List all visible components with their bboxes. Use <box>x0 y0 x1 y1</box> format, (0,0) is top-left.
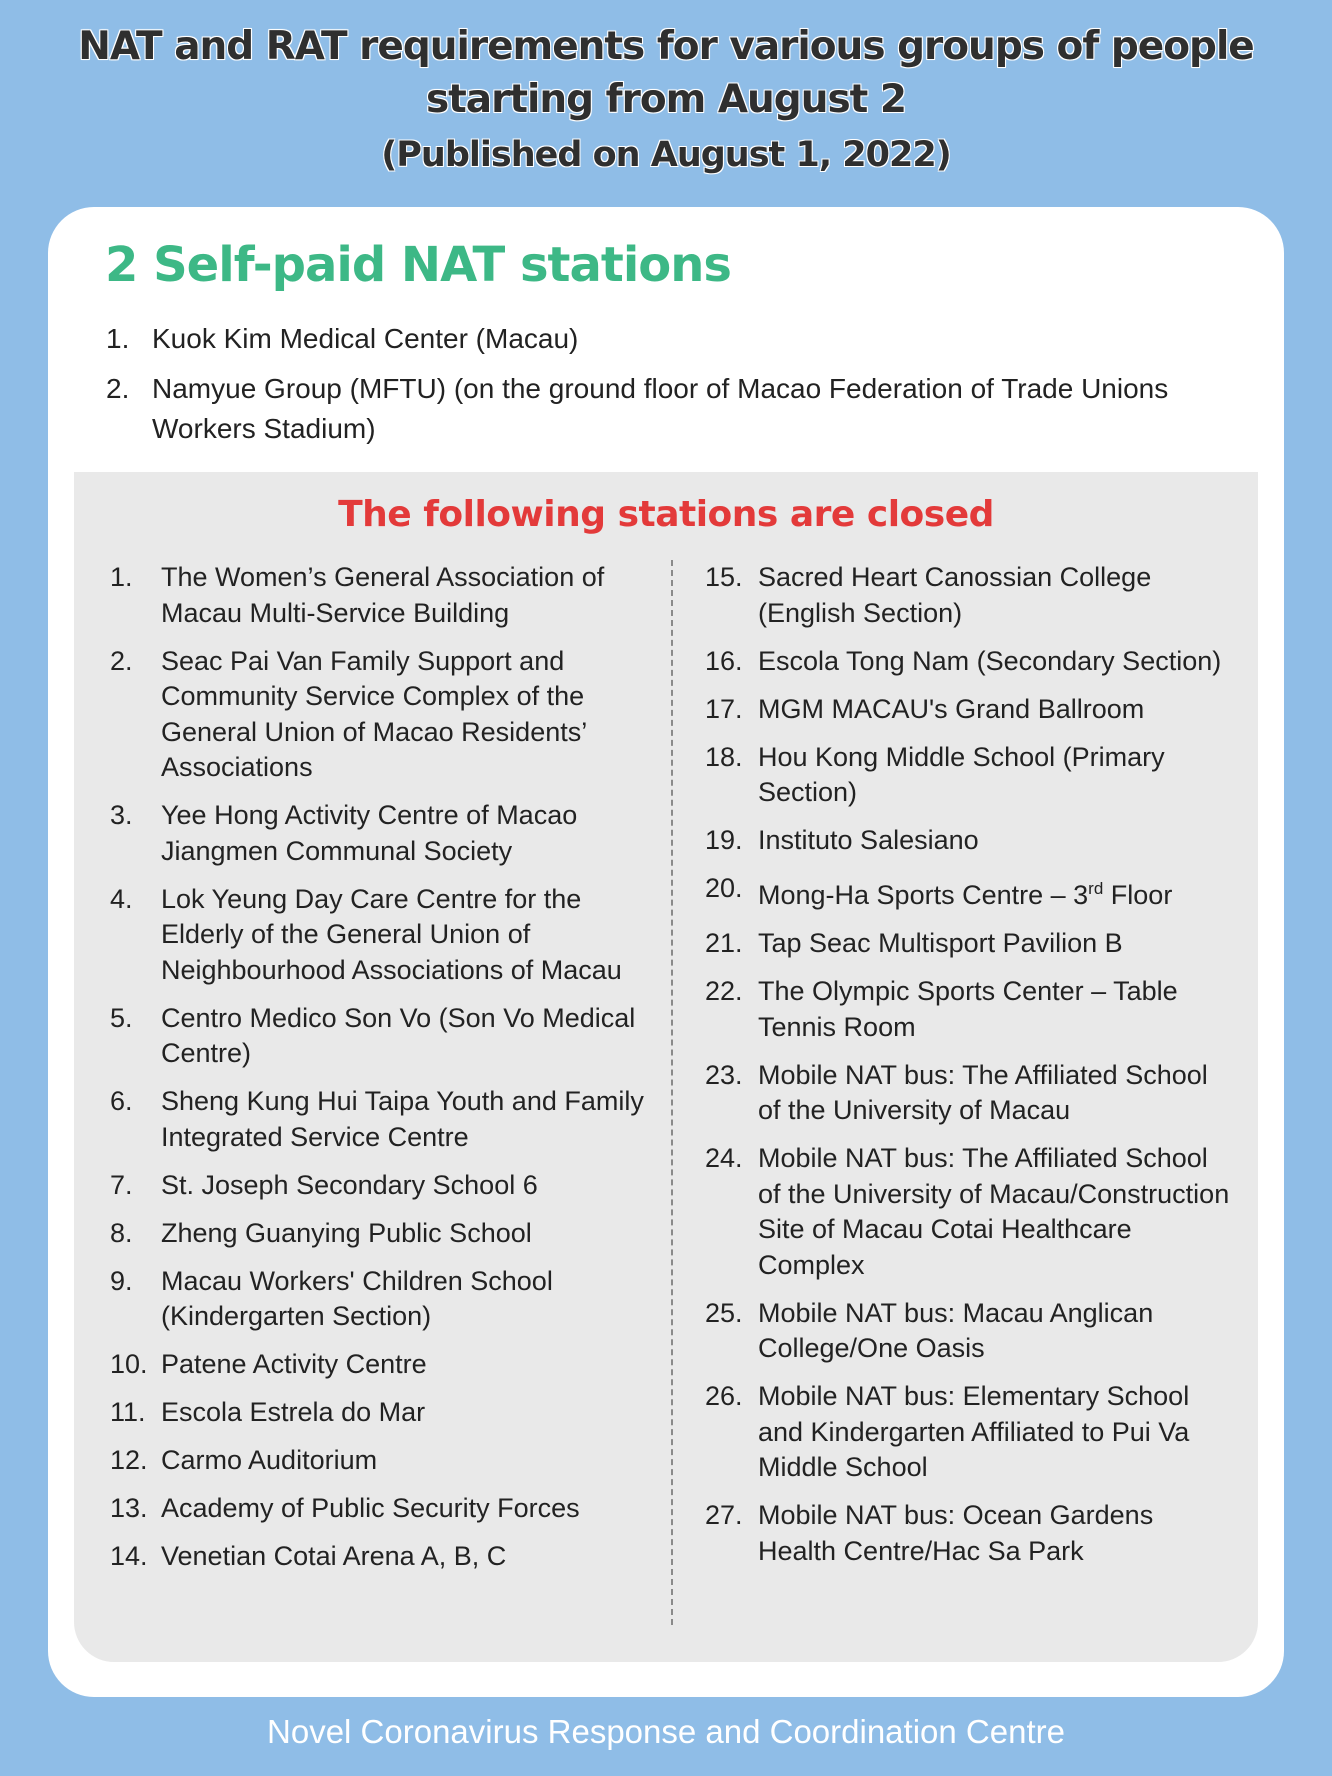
page-title-line-2: starting from August 2 <box>425 77 907 122</box>
list-item <box>110 798 650 869</box>
item-number: 10. <box>110 1349 148 1379</box>
list-item <box>110 560 650 631</box>
item-number: 11. <box>110 1397 146 1427</box>
item-text: Mobile NAT bus: Macau Anglican College/One Oasis <box>758 1297 1154 1363</box>
item-number: 15. <box>705 562 743 592</box>
list-item <box>705 871 1235 914</box>
item-number: 22. <box>705 976 743 1006</box>
item-text: Kuok Kim Medical Center (Macau) <box>152 323 579 354</box>
list-item <box>110 1347 650 1383</box>
item-number: 4. <box>110 883 133 914</box>
list-item <box>705 560 1235 631</box>
list-item <box>705 926 1235 962</box>
item-number: 13. <box>110 1493 148 1523</box>
item-text: Venetian Cotai Arena A, B, C <box>161 1541 507 1571</box>
list-item <box>705 974 1235 1045</box>
list-item <box>705 692 1235 728</box>
closed-stations-panel <box>74 472 1258 1662</box>
list-item <box>110 644 650 786</box>
item-number: 21. <box>705 928 743 958</box>
item-text: Carmo Auditorium <box>161 1445 378 1475</box>
item-text: Instituto Salesiano <box>758 825 979 855</box>
item-text: Mobile NAT bus: Ocean Gardens Health Centre/Hac Sa Park <box>758 1500 1154 1566</box>
item-text: Mobile NAT bus: The Affiliated School of the University of Macau/Construction Site of Macau Cotai Healthcare Complex <box>758 1143 1230 1280</box>
item-text: Escola Estrela do Mar <box>161 1397 426 1427</box>
item-text: The Women’s General Association of Macau Multi-Service Building <box>161 562 605 628</box>
item-number: 26. <box>705 1381 743 1411</box>
item-text: Lok Yeung Day Care Centre for the Elderly of the General Union of Neighbourhood Associations of Macau <box>161 883 622 985</box>
item-number: 5. <box>110 1002 133 1033</box>
list-item <box>106 319 1226 359</box>
page-title-line-1: NAT and RAT requirements for various groups of people <box>78 24 1254 69</box>
item-number: 2. <box>106 373 130 404</box>
item-text: Escola Tong Nam (Secondary Section) <box>758 645 1222 676</box>
item-number: 12. <box>110 1445 148 1475</box>
item-number: 25. <box>705 1297 743 1328</box>
item-number: 2. <box>110 645 133 676</box>
closed-list-left <box>110 560 650 1587</box>
item-text: Yee Hong Activity Centre of Macao Jiangmen Communal Society <box>161 800 578 866</box>
content-card <box>48 207 1284 1697</box>
item-number: 3. <box>110 800 133 830</box>
item-number: 7. <box>110 1169 133 1200</box>
list-item <box>705 740 1235 811</box>
closed-list-right <box>705 560 1235 1582</box>
list-item <box>705 823 1235 859</box>
list-item <box>705 1058 1235 1129</box>
list-item <box>110 1168 650 1204</box>
item-number: 18. <box>705 741 743 772</box>
list-item <box>705 1498 1235 1569</box>
item-text: St. Joseph Secondary School 6 <box>161 1169 538 1200</box>
item-text: Namyue Group (MFTU) (on the ground floor of Macao Federation of Trade Unions Workers Stadium) <box>152 373 1169 444</box>
item-number: 16. <box>705 645 743 676</box>
item-text: Zheng Guanying Public School <box>161 1217 532 1248</box>
item-text: Sacred Heart Canossian College (English Section) <box>758 562 1152 628</box>
list-item <box>110 1395 650 1431</box>
list-item <box>705 644 1235 680</box>
item-number: 23. <box>705 1059 743 1090</box>
self-paid-title: 2 Self-paid NAT stations <box>105 237 731 293</box>
list-item <box>705 1296 1235 1367</box>
item-number: 6. <box>110 1086 133 1116</box>
list-item <box>106 369 1226 449</box>
list-item <box>110 1084 650 1155</box>
item-number: 8. <box>110 1217 133 1248</box>
page-header <box>0 20 1332 180</box>
item-number: 19. <box>705 825 743 855</box>
item-number: 24. <box>705 1143 743 1173</box>
item-text: Sheng Kung Hui Taipa Youth and Family Integrated Service Centre <box>161 1086 644 1152</box>
item-text: Academy of Public Security Forces <box>161 1493 580 1523</box>
list-item <box>110 1264 650 1335</box>
item-number: 1. <box>110 562 133 592</box>
list-item <box>110 1491 650 1527</box>
item-text: Hou Kong Middle School (Primary Section) <box>758 741 1165 807</box>
item-text: Centro Medico Son Vo (Son Vo Medical Centre) <box>161 1002 636 1068</box>
list-item <box>110 1001 650 1072</box>
item-number: 14. <box>110 1541 148 1571</box>
column-divider <box>671 560 673 1625</box>
list-item <box>110 882 650 989</box>
item-text: Mobile NAT bus: Elementary School and Kindergarten Affiliated to Pui Va Middle School <box>758 1381 1190 1482</box>
item-text: MGM MACAU's Grand Ballroom <box>758 693 1145 724</box>
item-text: Mong-Ha Sports Centre – 3rd Floor <box>758 879 1173 910</box>
list-item <box>110 1443 650 1479</box>
item-number: 27. <box>705 1500 743 1530</box>
list-item <box>705 1141 1235 1283</box>
list-item <box>110 1539 650 1575</box>
list-item <box>705 1379 1235 1486</box>
item-number: 17. <box>705 693 743 724</box>
item-number: 20. <box>705 873 743 903</box>
closed-stations-title: The following stations are closed <box>338 494 994 535</box>
item-text: Mobile NAT bus: The Affiliated School of the University of Macau <box>758 1059 1208 1125</box>
item-number: 1. <box>106 323 130 354</box>
published-date: (Published on August 1, 2022) <box>381 135 951 175</box>
item-text: Tap Seac Multisport Pavilion B <box>758 928 1123 958</box>
item-number: 9. <box>110 1265 133 1296</box>
item-text: Seac Pai Van Family Support and Community Service Complex of the General Union of Macao Residents’ Associations <box>161 645 587 782</box>
item-text: Patene Activity Centre <box>161 1349 427 1379</box>
self-paid-list <box>106 319 1226 459</box>
item-text: Macau Workers' Children School (Kindergarten Section) <box>161 1265 553 1331</box>
item-text: The Olympic Sports Center – Table Tennis Room <box>758 976 1178 1042</box>
list-item <box>110 1216 650 1252</box>
footer-credit: Novel Coronavirus Response and Coordination Centre <box>267 1713 1065 1750</box>
